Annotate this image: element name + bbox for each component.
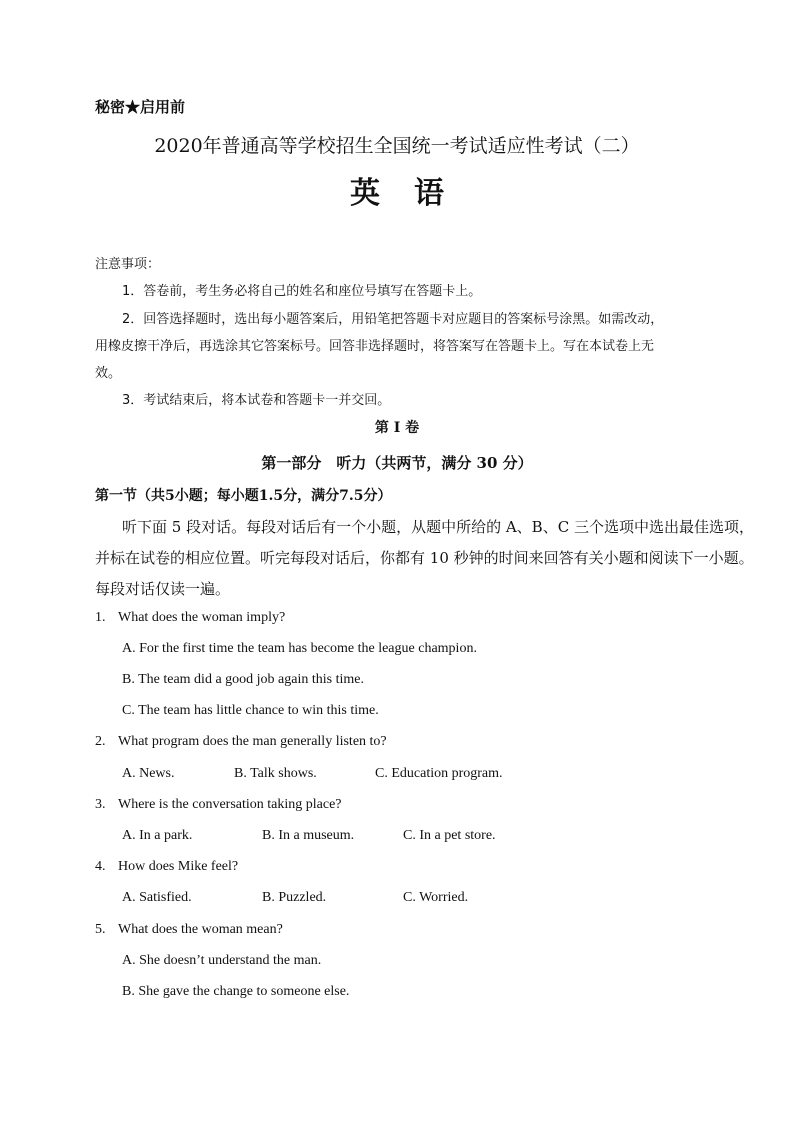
option-a: A. Satisfied.: [122, 890, 192, 905]
question-number: 4.: [95, 859, 106, 874]
question-text: How does Mike feel?: [118, 859, 239, 874]
question-number: 5.: [95, 922, 106, 937]
option-b: B. In a museum.: [262, 828, 355, 843]
option-b: B. The team did a good job again this time.: [122, 672, 364, 687]
option-a: A. In a park.: [122, 828, 193, 843]
part-one-title: 第一部分 听力（共两节，满分 30 分）: [261, 454, 533, 472]
option-c: C. Worried.: [403, 890, 469, 905]
notice-heading: 注意事项：: [95, 257, 161, 272]
option-b: B. Puzzled.: [262, 890, 327, 905]
question-text: Where is the conversation taking place?: [118, 797, 342, 812]
question-text: What does the woman mean?: [118, 922, 283, 937]
option-a: A. She doesn’t understand the man.: [122, 953, 322, 968]
section-one-title: 第一节（共5小题；每小题1.5分，满分7.5分）: [95, 488, 392, 504]
instructions-line-1: 听下面 5 段对话。每段对话后有一个小题，从题中所给的 A、B、C 三个选项中选出最佳选项，: [122, 518, 754, 536]
notice-item-3: 3．考试结束后，将本试卷和答题卡一并交回。: [122, 393, 391, 408]
option-b: B. She gave the change to someone else.: [122, 984, 350, 999]
notice-item-1: 1．答卷前，考生务必将自己的姓名和座位号填写在答题卡上。: [122, 284, 482, 299]
question-number: 3.: [95, 797, 106, 812]
volume-label: 第 I 卷: [374, 420, 420, 436]
exam-title: 2020年普通高等学校招生全国统一考试适应性考试（二）: [154, 135, 640, 157]
question-text: What does the woman imply?: [118, 610, 286, 625]
option-a: A. For the first time the team has become the league champion.: [122, 641, 477, 656]
option-a: A. News.: [122, 766, 175, 781]
notice-item-2-line-3: 效。: [95, 366, 122, 381]
subject-title: 英语: [350, 176, 478, 211]
instructions-line-2: 并标在试卷的相应位置。听完每段对话后，你都有 10 秒钟的时间来回答有关小题和阅读下一小题。: [95, 549, 754, 567]
notice-item-2-line-2: 用橡皮擦干净后，再选涂其它答案标号。回答非选择题时，将答案写在答题卡上。写在本试卷上无: [95, 339, 655, 354]
notice-item-2-line-1: 2．回答选择题时，选出每小题答案后，用铅笔把答题卡对应题目的答案标号涂黑。如需改动，: [122, 312, 664, 327]
question-text: What program does the man generally listen to?: [118, 734, 387, 749]
question-number: 1.: [95, 610, 106, 625]
question-number: 2.: [95, 734, 106, 749]
instructions-line-3: 每段对话仅读一遍。: [95, 580, 231, 598]
option-c: C. In a pet store.: [403, 828, 496, 843]
confidential-label: 秘密★启用前: [95, 98, 186, 116]
option-b: B. Talk shows.: [234, 766, 317, 781]
option-c: C. The team has little chance to win this time.: [122, 703, 379, 718]
option-c: C. Education program.: [375, 766, 503, 781]
